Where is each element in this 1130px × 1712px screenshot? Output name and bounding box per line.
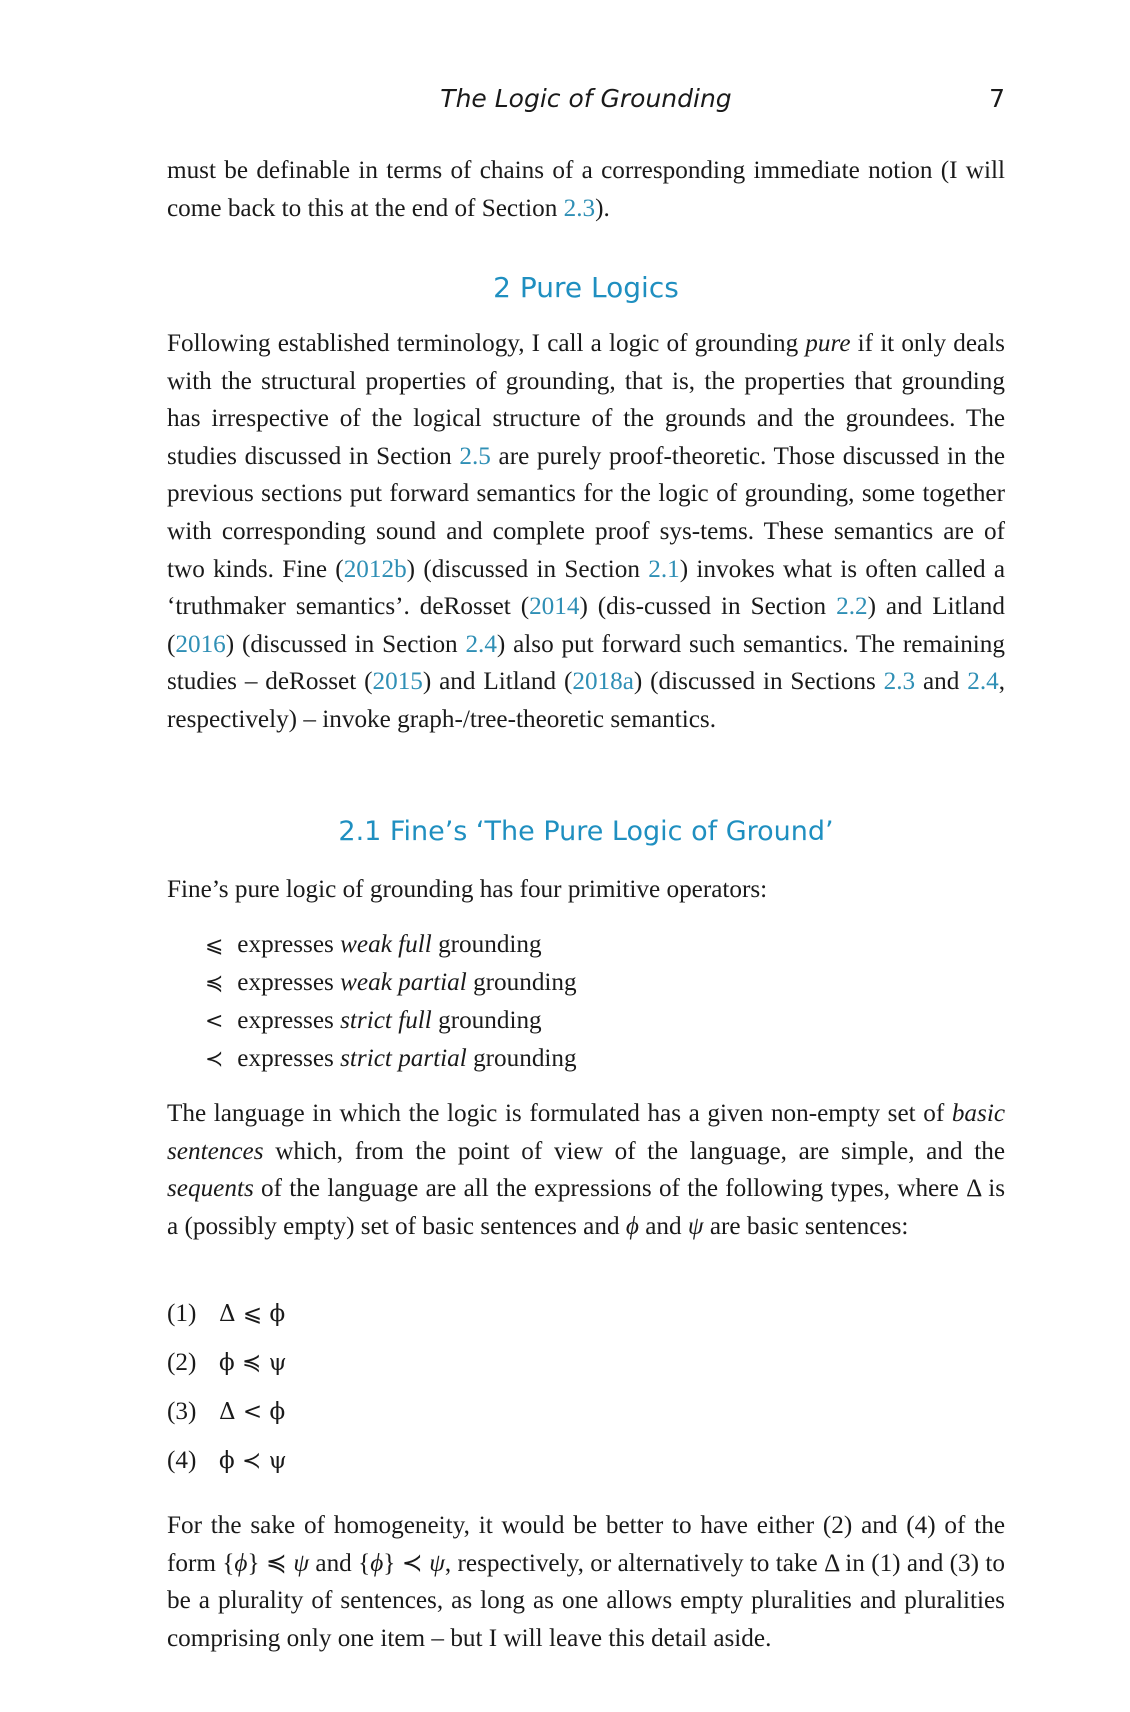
operator-list bbox=[205, 926, 577, 1078]
citation-link[interactable]: 2015 bbox=[372, 668, 423, 696]
sequent-item bbox=[167, 1447, 287, 1487]
operator-symbol: ⩽ bbox=[205, 933, 224, 958]
sequent-item bbox=[167, 1349, 287, 1389]
paragraph-operators-intro: Fine’s pure logic of grounding has four primitive operators: bbox=[167, 876, 768, 903]
section-link[interactable]: 2.3 bbox=[883, 668, 916, 696]
operator-item: ≺ expresses strict partial grounding bbox=[205, 1040, 577, 1078]
operator-item: ≼ expresses weak partial grounding bbox=[205, 964, 577, 1002]
page-number: 7 bbox=[989, 84, 1005, 113]
sequent-formula: Δ < ϕ bbox=[219, 1399, 286, 1425]
sequent-formula: Δ ⩽ ϕ bbox=[219, 1301, 286, 1327]
citation-link[interactable]: 2012b bbox=[343, 555, 407, 583]
subsection-heading-2-1: 2.1 Fine’s ‘The Pure Logic of Ground’ bbox=[338, 816, 834, 847]
section-link[interactable]: 2.4 bbox=[465, 630, 497, 658]
paragraph-continuation: must be definable in terms of chains of a corresponding immediate notion (I will come back to this at the end of Section 2.3). bbox=[167, 157, 1005, 222]
section-heading-2: 2 Pure Logics bbox=[493, 271, 679, 304]
operator-item: < expresses strict full grounding bbox=[205, 1002, 577, 1040]
citation-link[interactable]: 2014 bbox=[529, 593, 580, 621]
running-head bbox=[167, 84, 1005, 118]
section-link[interactable]: 2.1 bbox=[648, 555, 680, 583]
section-link[interactable]: 2.5 bbox=[459, 442, 491, 470]
citation-link[interactable]: 2018a bbox=[572, 668, 634, 696]
operator-symbol: < bbox=[205, 1009, 224, 1034]
sequent-number: (4) bbox=[167, 1447, 197, 1474]
sequent-number: (2) bbox=[167, 1349, 197, 1376]
section-link[interactable]: 2.4 bbox=[967, 668, 999, 696]
operator-symbol: ≺ bbox=[205, 1047, 224, 1072]
section-link[interactable]: 2.3 bbox=[563, 194, 596, 222]
paragraph-language: The language in which the logic is formulated has a given non-empty set of basic sentences which, from the point of view of the language, are simple, and the sequents of the language are all the expressions of the following types, where Δ is a (possibly empty) set of basic sentences and ϕ and ψ are basic sentences: bbox=[167, 1100, 1005, 1240]
sequent-number: (3) bbox=[167, 1398, 197, 1425]
sequent-formula: ϕ ≼ ψ bbox=[219, 1350, 287, 1376]
operator-symbol: ≼ bbox=[205, 971, 224, 996]
citation-link[interactable]: 2016 bbox=[175, 630, 226, 658]
section-link[interactable]: 2.2 bbox=[836, 593, 868, 621]
operator-item: ⩽ expresses weak full grounding bbox=[205, 926, 577, 964]
paragraph-pure-logics: Following established terminology, I call a logic of grounding pure if it only deals with the structural properties of grounding, that is, the properties that grounding has irrespective of the logical structure of the grounds and the groundees. The studies discussed in Section 2.5 are purely proof-theoretic. Those discussed in the previous sections put forward semantics for the logic of grounding, some together with corresponding sound and complete proof sys-tems. These semantics are of two kinds. Fine (2012b) (discussed in Section 2.1) invokes what is often called a ‘truthmaker semantics’. deRosset (2014) (dis-cussed in Section 2.2) and Litland (2016) (discussed in Section 2.4) also put forward such semantics. The remaining studies – deRosset (2015) and Litland (2018a) (discussed in Sections 2.3 and 2.4, respectively) – invoke graph-/tree-theoretic semantics. bbox=[167, 330, 1006, 733]
paragraph-homogeneity: For the sake of homogeneity, it would be better to have either (2) and (4) of the form {ϕ} ≼ ψ and {ϕ} ≺ ψ, respectively, or alternatively to take Δ in (1) and (3) to be a plurality of sentences, as long as one allows empty pluralities and pluralities comprising only one item – but I will leave this detail aside. bbox=[167, 1512, 1005, 1652]
sequent-number: (1) bbox=[167, 1300, 197, 1327]
sequent-item bbox=[167, 1300, 285, 1340]
sequent-formula: ϕ ≺ ψ bbox=[219, 1448, 287, 1474]
sequent-item bbox=[167, 1398, 285, 1438]
running-title: The Logic of Grounding bbox=[440, 84, 732, 113]
